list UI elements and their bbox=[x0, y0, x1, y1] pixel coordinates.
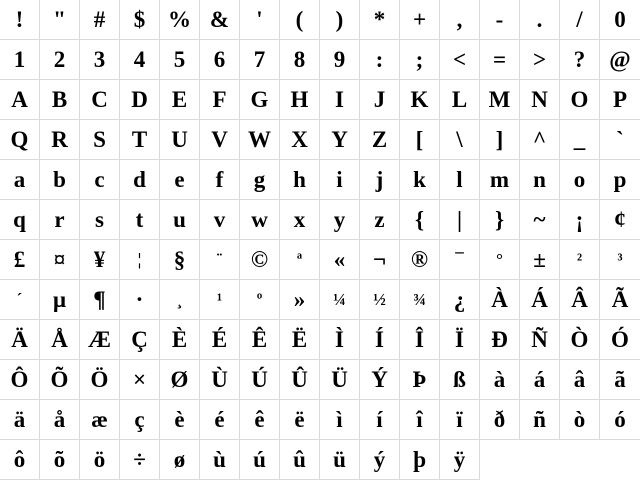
glyph-cell[interactable]: O bbox=[560, 80, 600, 120]
glyph-cell[interactable]: ò bbox=[560, 400, 600, 440]
glyph-cell[interactable]: } bbox=[480, 200, 520, 240]
glyph-cell[interactable]: v bbox=[200, 200, 240, 240]
glyph-cell[interactable]: ù bbox=[200, 440, 240, 480]
glyph-cell[interactable]: " bbox=[40, 0, 80, 40]
glyph-cell[interactable]: Ù bbox=[200, 360, 240, 400]
glyph-cell[interactable]: y bbox=[320, 200, 360, 240]
glyph-cell[interactable]: Á bbox=[520, 280, 560, 320]
glyph-cell[interactable]: n bbox=[520, 160, 560, 200]
glyph-cell[interactable]: ¿ bbox=[440, 280, 480, 320]
glyph-cell[interactable]: + bbox=[400, 0, 440, 40]
glyph-cell[interactable]: Þ bbox=[400, 360, 440, 400]
glyph-cell[interactable]: Q bbox=[0, 120, 40, 160]
glyph-cell[interactable]: ¹ bbox=[200, 280, 240, 320]
glyph-cell[interactable]: þ bbox=[400, 440, 440, 480]
glyph-cell[interactable]: G bbox=[240, 80, 280, 120]
glyph-cell[interactable]: @ bbox=[600, 40, 640, 80]
glyph-cell[interactable]: æ bbox=[80, 400, 120, 440]
glyph-cell[interactable]: « bbox=[320, 240, 360, 280]
glyph-cell[interactable]: X bbox=[280, 120, 320, 160]
glyph-cell[interactable]: D bbox=[120, 80, 160, 120]
glyph-cell[interactable]: ½ bbox=[360, 280, 400, 320]
glyph-cell-empty[interactable] bbox=[600, 440, 640, 480]
glyph-cell[interactable]: é bbox=[200, 400, 240, 440]
glyph-cell[interactable]: c bbox=[80, 160, 120, 200]
glyph-cell[interactable]: ç bbox=[120, 400, 160, 440]
glyph-cell-empty[interactable] bbox=[520, 440, 560, 480]
glyph-cell[interactable]: d bbox=[120, 160, 160, 200]
glyph-cell[interactable]: e bbox=[160, 160, 200, 200]
glyph-cell[interactable]: a bbox=[0, 160, 40, 200]
glyph-cell[interactable]: © bbox=[240, 240, 280, 280]
glyph-cell[interactable]: Ó bbox=[600, 320, 640, 360]
glyph-cell[interactable]: ¦ bbox=[120, 240, 160, 280]
glyph-cell[interactable]: o bbox=[560, 160, 600, 200]
glyph-cell[interactable]: ÷ bbox=[120, 440, 160, 480]
glyph-cell[interactable]: à bbox=[480, 360, 520, 400]
glyph-cell[interactable]: ¯ bbox=[440, 240, 480, 280]
glyph-cell[interactable]: ¾ bbox=[400, 280, 440, 320]
glyph-cell[interactable]: 5 bbox=[160, 40, 200, 80]
glyph-cell[interactable]: ó bbox=[600, 400, 640, 440]
glyph-cell[interactable]: ¨ bbox=[200, 240, 240, 280]
glyph-cell[interactable]: s bbox=[80, 200, 120, 240]
glyph-cell[interactable]: ] bbox=[480, 120, 520, 160]
glyph-cell[interactable]: ð bbox=[480, 400, 520, 440]
glyph-cell[interactable]: m bbox=[480, 160, 520, 200]
glyph-cell[interactable]: Ö bbox=[80, 360, 120, 400]
glyph-cell[interactable]: î bbox=[400, 400, 440, 440]
glyph-cell[interactable]: U bbox=[160, 120, 200, 160]
glyph-cell[interactable]: ® bbox=[400, 240, 440, 280]
glyph-cell[interactable]: N bbox=[520, 80, 560, 120]
glyph-cell[interactable]: Ï bbox=[440, 320, 480, 360]
glyph-cell[interactable]: ) bbox=[320, 0, 360, 40]
glyph-cell[interactable]: ì bbox=[320, 400, 360, 440]
glyph-cell[interactable]: â bbox=[560, 360, 600, 400]
glyph-cell[interactable]: . bbox=[520, 0, 560, 40]
glyph-cell[interactable]: E bbox=[160, 80, 200, 120]
glyph-cell[interactable]: Ä bbox=[0, 320, 40, 360]
glyph-cell-empty[interactable] bbox=[560, 440, 600, 480]
glyph-cell[interactable]: _ bbox=[560, 120, 600, 160]
glyph-cell[interactable]: j bbox=[360, 160, 400, 200]
glyph-cell[interactable]: $ bbox=[120, 0, 160, 40]
glyph-cell[interactable]: ` bbox=[600, 120, 640, 160]
glyph-cell[interactable]: ä bbox=[0, 400, 40, 440]
glyph-cell[interactable]: ~ bbox=[520, 200, 560, 240]
glyph-cell[interactable]: A bbox=[0, 80, 40, 120]
glyph-cell[interactable]: ý bbox=[360, 440, 400, 480]
glyph-cell[interactable]: á bbox=[520, 360, 560, 400]
glyph-cell[interactable]: ø bbox=[160, 440, 200, 480]
glyph-cell[interactable]: Ã bbox=[600, 280, 640, 320]
glyph-cell[interactable]: õ bbox=[40, 440, 80, 480]
glyph-cell[interactable]: ´ bbox=[0, 280, 40, 320]
glyph-cell[interactable]: W bbox=[240, 120, 280, 160]
glyph-cell[interactable]: Ê bbox=[240, 320, 280, 360]
glyph-cell[interactable]: % bbox=[160, 0, 200, 40]
glyph-cell[interactable]: Å bbox=[40, 320, 80, 360]
glyph-cell[interactable]: S bbox=[80, 120, 120, 160]
glyph-cell[interactable]: È bbox=[160, 320, 200, 360]
glyph-cell[interactable]: Õ bbox=[40, 360, 80, 400]
glyph-cell[interactable]: q bbox=[0, 200, 40, 240]
glyph-cell[interactable]: 1 bbox=[0, 40, 40, 80]
glyph-cell[interactable]: x bbox=[280, 200, 320, 240]
glyph-cell[interactable]: µ bbox=[40, 280, 80, 320]
glyph-cell[interactable]: 7 bbox=[240, 40, 280, 80]
glyph-cell[interactable]: Ø bbox=[160, 360, 200, 400]
glyph-cell[interactable]: Y bbox=[320, 120, 360, 160]
glyph-cell[interactable]: ª bbox=[280, 240, 320, 280]
glyph-cell[interactable]: ° bbox=[480, 240, 520, 280]
glyph-cell[interactable]: \ bbox=[440, 120, 480, 160]
glyph-cell[interactable]: £ bbox=[0, 240, 40, 280]
glyph-cell[interactable]: u bbox=[160, 200, 200, 240]
glyph-cell[interactable]: b bbox=[40, 160, 80, 200]
glyph-cell[interactable]: & bbox=[200, 0, 240, 40]
glyph-cell[interactable]: Û bbox=[280, 360, 320, 400]
glyph-cell[interactable]: ¤ bbox=[40, 240, 80, 280]
glyph-cell[interactable]: ¬ bbox=[360, 240, 400, 280]
glyph-cell[interactable]: º bbox=[240, 280, 280, 320]
glyph-cell[interactable]: > bbox=[520, 40, 560, 80]
glyph-cell[interactable]: ¢ bbox=[600, 200, 640, 240]
glyph-cell[interactable]: w bbox=[240, 200, 280, 240]
glyph-cell[interactable]: ñ bbox=[520, 400, 560, 440]
glyph-cell[interactable]: ú bbox=[240, 440, 280, 480]
glyph-cell[interactable]: ¡ bbox=[560, 200, 600, 240]
glyph-cell[interactable]: ß bbox=[440, 360, 480, 400]
glyph-cell[interactable]: H bbox=[280, 80, 320, 120]
glyph-cell[interactable]: ± bbox=[520, 240, 560, 280]
glyph-cell[interactable]: : bbox=[360, 40, 400, 80]
glyph-cell[interactable]: ? bbox=[560, 40, 600, 80]
glyph-cell[interactable]: Ò bbox=[560, 320, 600, 360]
glyph-cell[interactable]: g bbox=[240, 160, 280, 200]
glyph-cell[interactable]: K bbox=[400, 80, 440, 120]
glyph-cell[interactable]: ö bbox=[80, 440, 120, 480]
glyph-cell[interactable]: 0 bbox=[600, 0, 640, 40]
glyph-cell[interactable]: J bbox=[360, 80, 400, 120]
glyph-cell[interactable]: Ð bbox=[480, 320, 520, 360]
glyph-cell[interactable]: M bbox=[480, 80, 520, 120]
glyph-cell[interactable]: * bbox=[360, 0, 400, 40]
glyph-cell[interactable]: ê bbox=[240, 400, 280, 440]
glyph-cell[interactable]: i bbox=[320, 160, 360, 200]
glyph-cell[interactable]: ¶ bbox=[80, 280, 120, 320]
glyph-cell[interactable]: T bbox=[120, 120, 160, 160]
glyph-cell[interactable]: t bbox=[120, 200, 160, 240]
glyph-cell[interactable]: 3 bbox=[80, 40, 120, 80]
glyph-cell[interactable]: Ý bbox=[360, 360, 400, 400]
glyph-cell[interactable]: û bbox=[280, 440, 320, 480]
glyph-cell[interactable]: , bbox=[440, 0, 480, 40]
glyph-cell[interactable]: ï bbox=[440, 400, 480, 440]
glyph-cell[interactable]: ; bbox=[400, 40, 440, 80]
glyph-cell[interactable]: | bbox=[440, 200, 480, 240]
glyph-cell[interactable]: z bbox=[360, 200, 400, 240]
glyph-cell[interactable]: ã bbox=[600, 360, 640, 400]
glyph-cell[interactable]: r bbox=[40, 200, 80, 240]
glyph-cell[interactable]: L bbox=[440, 80, 480, 120]
glyph-cell[interactable]: § bbox=[160, 240, 200, 280]
glyph-cell[interactable]: ² bbox=[560, 240, 600, 280]
glyph-cell[interactable]: ô bbox=[0, 440, 40, 480]
glyph-cell[interactable]: = bbox=[480, 40, 520, 80]
glyph-cell[interactable]: Æ bbox=[80, 320, 120, 360]
glyph-cell[interactable]: ¼ bbox=[320, 280, 360, 320]
glyph-cell[interactable]: 2 bbox=[40, 40, 80, 80]
glyph-cell[interactable]: Ü bbox=[320, 360, 360, 400]
glyph-cell[interactable]: - bbox=[480, 0, 520, 40]
glyph-cell[interactable]: Ë bbox=[280, 320, 320, 360]
glyph-cell[interactable]: l bbox=[440, 160, 480, 200]
glyph-cell[interactable]: p bbox=[600, 160, 640, 200]
glyph-cell[interactable]: f bbox=[200, 160, 240, 200]
glyph-cell[interactable]: R bbox=[40, 120, 80, 160]
glyph-cell[interactable]: h bbox=[280, 160, 320, 200]
glyph-cell[interactable]: ^ bbox=[520, 120, 560, 160]
glyph-cell[interactable]: Ú bbox=[240, 360, 280, 400]
glyph-cell[interactable]: · bbox=[120, 280, 160, 320]
glyph-cell[interactable]: ÿ bbox=[440, 440, 480, 480]
glyph-cell[interactable]: Z bbox=[360, 120, 400, 160]
glyph-cell[interactable]: < bbox=[440, 40, 480, 80]
glyph-cell[interactable]: V bbox=[200, 120, 240, 160]
glyph-cell[interactable]: × bbox=[120, 360, 160, 400]
glyph-cell[interactable]: k bbox=[400, 160, 440, 200]
glyph-cell[interactable]: / bbox=[560, 0, 600, 40]
glyph-cell[interactable]: Í bbox=[360, 320, 400, 360]
glyph-cell[interactable]: 6 bbox=[200, 40, 240, 80]
glyph-cell[interactable]: ü bbox=[320, 440, 360, 480]
glyph-cell[interactable]: 9 bbox=[320, 40, 360, 80]
glyph-cell-empty[interactable] bbox=[480, 440, 520, 480]
glyph-cell[interactable]: C bbox=[80, 80, 120, 120]
glyph-cell[interactable]: F bbox=[200, 80, 240, 120]
glyph-cell[interactable]: 8 bbox=[280, 40, 320, 80]
glyph-cell[interactable]: # bbox=[80, 0, 120, 40]
glyph-cell[interactable]: è bbox=[160, 400, 200, 440]
glyph-cell[interactable]: 4 bbox=[120, 40, 160, 80]
glyph-cell[interactable]: Ñ bbox=[520, 320, 560, 360]
glyph-cell[interactable]: ! bbox=[0, 0, 40, 40]
glyph-cell[interactable]: » bbox=[280, 280, 320, 320]
glyph-cell[interactable]: ( bbox=[280, 0, 320, 40]
glyph-cell[interactable]: ¸ bbox=[160, 280, 200, 320]
glyph-cell[interactable]: í bbox=[360, 400, 400, 440]
glyph-cell[interactable]: Ì bbox=[320, 320, 360, 360]
glyph-cell[interactable]: Â bbox=[560, 280, 600, 320]
glyph-cell[interactable]: [ bbox=[400, 120, 440, 160]
glyph-cell[interactable]: Î bbox=[400, 320, 440, 360]
glyph-cell[interactable]: å bbox=[40, 400, 80, 440]
glyph-cell[interactable]: { bbox=[400, 200, 440, 240]
glyph-cell[interactable]: ë bbox=[280, 400, 320, 440]
glyph-cell[interactable]: Ç bbox=[120, 320, 160, 360]
glyph-cell[interactable]: B bbox=[40, 80, 80, 120]
glyph-cell[interactable]: É bbox=[200, 320, 240, 360]
glyph-cell[interactable]: I bbox=[320, 80, 360, 120]
glyph-cell[interactable]: Ô bbox=[0, 360, 40, 400]
glyph-cell[interactable]: À bbox=[480, 280, 520, 320]
glyph-cell[interactable]: P bbox=[600, 80, 640, 120]
glyph-cell[interactable]: ' bbox=[240, 0, 280, 40]
glyph-cell[interactable]: ¥ bbox=[80, 240, 120, 280]
glyph-cell[interactable]: ³ bbox=[600, 240, 640, 280]
